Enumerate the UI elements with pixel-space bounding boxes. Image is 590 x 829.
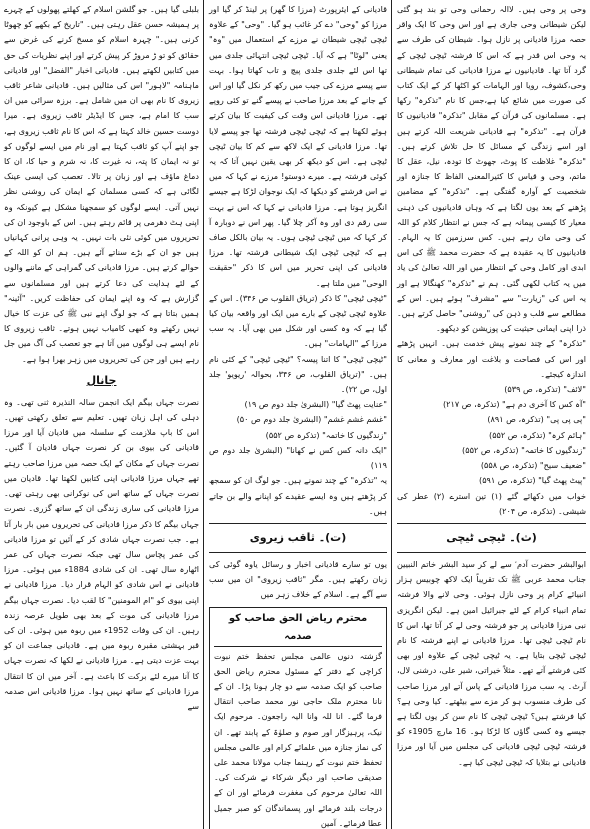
article-paragraph: "ٹیچی ٹیچی" کا ذکر (تریاق القلوب ص ۳۴۶)۔ اس کے علاوہ ٹیچی ٹیچی کے بارے میں ایک اور واقعہ بیان کیا گیا ہے کہ وہ کسی اور شکل میں بھی آیا۔ یہ سب مرزا کے "الہامات" ہیں۔ (209, 292, 387, 349)
left-column (0, 0, 203, 829)
column-rule (203, 0, 204, 829)
divider (397, 552, 586, 553)
quote-list (397, 382, 586, 519)
article-paragraph: یوں تو سارے قادیانی اخبار و رسائل یاوہ گوئی کی زبان رکھتے ہیں۔ مگر "ثاقب زیروی" ان میں سب سے آگے ہے۔ اسلام کے خلاف زہر میں (209, 558, 387, 600)
article-paragraph: "تذکرہ" کے چند نمونے پیش خدمت ہیں۔ انہیں پڑھئے اور اس کی فصاحت و بلاغت اور معارف و معانی کا اندازہ کیجئے۔ (397, 338, 586, 379)
section-heading (4, 371, 199, 391)
right-column (393, 0, 590, 829)
section-heading: (ث)۔ ٹیچی ٹیچی (446, 530, 537, 544)
condolence-text: گزشتہ دنوں عالمی مجلس تحفظ ختم نبوت کراچی کے دفتر کے مسئول محترم ریاض الحق صاحب کو ایک صدمہ سے دو چار ہونا پڑا۔ ان کے نانا محترم ملک حاجی نور محمد صاحب انتقال فرما گئے۔ انا للہ وانا الیہ راجعون۔ مرحوم ایک نیک، پرہیزگار اور صوم و صلوٰۃ کے پابند تھے۔ ان کی نماز جنازہ میں علمائے کرام اور عالمی مجلس تحفظ ختم نبوت کے رہنما جناب مولانا محمد علی صدیقی صاحب اور دیگر شرکاء نے شرکت کی۔ اللہ تعالیٰ مرحوم کی مغفرت فرمائے اور ان کے درجات بلند فرمائے اور پسماندگان کو صبر جمیل عطا فرمائے۔ آمین (214, 650, 382, 828)
quote-item: "لائف" (تذکرہ، ص ۵۳۹) (504, 384, 586, 395)
condolence-box (209, 607, 387, 829)
divider (209, 523, 387, 524)
section-heading-text: جانال (86, 373, 117, 387)
quote-item: "پی پی پی" (تذکرہ، ص ۸۹۱) (487, 414, 586, 425)
article-paragraph: یہ "تذکرہ" کے چند نمونے ہیں۔ جو لوگ ان کو سمجھ کر پڑھتے ہیں وہ ایسے عقیدے کو اپنانے والے بن جاتے ہیں۔ (209, 475, 387, 516)
quote-item: خواب میں دکھائے گئے (۱) تین استرے (۲) عطر کی شیشی۔ (تذکرہ، ص ۲۰۴) (397, 490, 586, 516)
section-heading: (ت)۔ ثاقب زیروی (249, 530, 347, 544)
quote-list (209, 397, 387, 473)
divider (209, 552, 387, 553)
middle-column (205, 0, 391, 829)
divider (397, 523, 586, 524)
article-paragraph: قادیانی کے ایئرپورٹ (مرزا کا گھر) پر لینڈ کر گیا اور مرزا کو "وحی" دے کر غائب ہو گیا۔ "وحی" کے علاوہ ٹیچی ٹیچی شیطان نے مرزے کے استعمال میں "وہ" یعنی "لوٹا" ہے کہ آیا۔ ٹیچی ٹیچی انتہائی جلدی میں تھا اس لئے جلدی جلدی پیچ و تاب کھاتا ہوا۔ بہت سے پیسے مرزے کی جیب میں رکھ کر نکل گیا اور اس کے جانے کے بعد مرزا صاحب نے پیسے گنے تو کئی روپے تھے۔ مرزا قادیانی اس وقت کی کیفیت کا بیان کرتے ہوئے لکھتا ہے کہ ٹیچی ٹیچی فرشتہ تھا جو پیسے لایا تھا۔ مرزا قادیانی کے ایک لاکھ سے کم کا بیان ٹیچی ٹیچی ہے۔ اس کو دیکھ کر بھی یقین نہیں آتا کہ یہ کوئی فرشتہ ہے۔ میرے دوستو! مرزے نے کہا کہ میں نے اس فرشتے کو دیکھا کہ ایک نوجوان لڑکا ہے جیسے انگریز ہوتا ہے۔ مرزا قادیانی نے کہا کہ اس نے بہت سی رقم دی اور وہ آکر چلا گیا۔ پھر اس نے دوبارہ آ کر کہا کہ میں ٹیچی ٹیچی ہوں۔ یہ بیان بالکل صاف ہے کہ ٹیچی ٹیچی ایک شیطانی فرشتہ تھا۔ مرزا قادیانی کی اپنی تحریر میں اس کا ذکر "حقیقت الوحی" میں ملتا ہے۔ (208, 4, 387, 288)
quote-item: "عنایت پھٹ گیا" (البشریٰ جلد دوم ص ۱۹) (244, 399, 387, 410)
article-paragraph: ابوالبشر حضرت آدم ؑ سے لے کر سید البشر خاتم النبیین جناب محمد عربی ﷺ تک تقریباً ایک لاکھ چوبیس ہزار انبیائے کرام پر وحی نازل ہوئی۔ وحی لانے والا فرشتہ تمام انبیاء کرام کے لئے جبرائیل امین ہے۔ لیکن انگریزی نبی مرزا قادیانی پر جو فرشتہ وحی لے کر آتا تھا، اس کا نام ٹیچی ٹیچی تھا۔ مرزا قادیانی نے اپنے فرشتہ کا نام ٹیچی ٹیچی بتایا ہے۔ یہ ٹیچی ٹیچی کے علاوہ اور بھی کئی فرشتے آتے تھے۔ مثلاً خیراتی، شیر علی، درشنی لال، آرٹ۔ یہ سب مرزا قادیانی کے پاس آتے اور مرزا صاحب کی طرف منسوب ہو کر مزے سے بیٹھتے۔ کیا وحی ہے؟ کیا فرشتے ہیں؟ ٹیچی ٹیچی کا نام سن کر یوں لگتا ہے جیسے وہ کسی گاؤں کا لڑکا ہو۔ 16 مارچ 1905ء کو فرشتہ ٹیچی ٹیچی قادیانی کی مجلس میں آیا اور مرزا قادیانی نے بتلایا کہ ٹیچی ٹیچی کیا ہے۔ (397, 558, 586, 767)
article-paragraph: وحی پر وحی ہیں۔ لاالہ رحمانی وحی تو بند ہو گئی لیکن شیطانی وحی جاری ہے اور اس وحی کا ایک واقر حصہ مرزا قادیانی پر نازل ہوا۔ شیطان کی طرف سے یہ وحی اس قدر ہے کہ اس کا فرشتہ ٹیچی ٹیچی کے گرد آتا تھا۔ قادیانیوں نے مرزا قادیانی کی تمام شیطانی وحی،کشوف، رویا اور الہامات کو اکٹھا کر کے ایک کتاب کی صورت میں شائع کیا ہے،جس کا نام "تذکرہ" رکھا ہے۔ مسلمانوں کی قرآن کے مقابل "تذکرہ" قادیانیوں کا قرآن ہے۔ "تذکرہ" ہے قادیانی شریعت اللہ کرتے ہیں اور اسے زندگی کے مسائل کا حل تلاش کرتے ہیں۔ "تذکرہ" غلاظت کا پوٹ، جھوٹ کا تودہ، نیل، عقل کا ماتم، وحی و قیاس کا کثیرالمعنی الفاظ کا جنازہ اور شخصیت کے آوارہ گفتگی ہے۔ "تذکرہ" کے مضامین پڑھنے کے بعد یوں لگتا ہے کہ وہاں قادیانیوں کی ذہنی معیار کا کیسی پیمانہ ہے کہ جس نے انتظار کلام کو اللہ کی وحی مان رہے ہیں۔ کس سرزمین کا یہ الہام۔ قادیانیوں کا یہ عقیدہ ہے کہ حضرت محمد ﷺ کی اس ابدی اور کامل وحی کے انتظار میں اور اللہ تعالیٰ کی یاد میں یہ کتاب لکھی گئی۔ ہم نے "تذکرہ" کھنگالا ہے اور یہ اس کی "زیارت" سے "مشرف" ہوئے ہیں۔ اس کے مطالعے سے قلب و ذہن کی "روشنی" حاصل کرتے ہیں۔ ذرا اپنی ایمانی حیثیت کی پوزیشن کو دیکھو۔ (397, 4, 586, 334)
quote-item: "ایک دانہ کس کس نے کھانا" (البشریٰ جلد دوم ص ۱۱۹) (209, 444, 387, 471)
quote-item: "آہ کس کا آخری دم ہے" (تذکرہ، ص ۲۱۷) (443, 399, 586, 410)
quote-item: "زندگیوں کا خاتمہ" (تذکرہ، ص ۵۵۲) (462, 444, 586, 455)
column-rule (391, 0, 392, 829)
quote-item: "ضعیف سیح" (تذکرہ، ص ۵۵۸) (480, 460, 586, 471)
article-paragraph: بلبلی گیا ہیں۔ جو گلشن اسلام کے کھلتے پھولوں کے چہرے پر ہمیشہ حسن عقل رہتی ہیں۔ "تاریخ کے بکھے کو چھوٹا کرنی ہیں۔" چہرہ اسلام کو مسخ کرنے کی غرض سے حقائق کو تو ڑ مروڑ کر پیش کرتے اور اپنے نظریات کی حق میں کتابیں لکھتے ہیں۔ قادیانی اخبار "الفضل" اور قادیانی ماہنامہ "لاہور" اس کی مثالیں ہیں۔ قادیانی شاعر ثاقب زیروی کا نام بھی ان میں شامل ہے۔ برزہ سرائی میں ان سب کا امام ہے، جس کا ایڈیٹر ثاقب زیروی ہے۔ میرا دوست حسین خالد کہتا ہے کہ اس کا نام ثاقب زیروی ہے، جو اپنے آپ کو ثاقب کہتا ہے اور نام میں ایسے لوگوں کو تو نہ ایمان کا پتہ، نہ غیرت کا، نہ شرم و حیا کا، ان کا دماغ ماؤف ہے اور زبان پر تالا۔ تعصب کی ایسی عینک لگائی ہے کہ کسی مسلمان کے ایمان کی روشنی نظر نہیں آتی۔ ایسے لوگوں کو سمجھنا مشکل ہے کیونکہ وہ اپنی ہٹ دھرمی پر قائم رہتے ہیں۔ اس کے باوجود ان کی تحریروں میں کوئی نئی بات نہیں۔ یہ وہی پرانی کہانیاں ہیں جو ان کے بڑے سناتے آئے ہیں۔ ہم ان کو اللہ کے حوالے کرتے ہیں۔ مرزا قادیانی کی گمراہی کے ماننے والوں کے لئے ہدایت کی دعا کرتے ہیں اور مسلمانوں سے گزارش ہے کہ وہ اپنے ایمان کی حفاظت کریں۔ "آئینہ" ہمیں بتاتا ہے کہ جو لوگ اپنے نبی ﷺ کی عزت کا خیال نہیں رکھتے وہ کبھی کامیاب نہیں ہوتے۔ ثاقب زیروی کا نام ایسے ہی لوگوں میں آتا ہے جو تعصب کی آگ میں جل رہے ہیں اور جن کی تحریروں میں زہر بھرا ہوا ہے۔ (4, 4, 199, 364)
article-paragraph: نصرت جہاں بیگم ایک انجمن سالہ النذیرہ ثنی تھی۔ وہ دہلی کی اہل زبان تھیں۔ تعلیم سے تعلق رکھتی تھیں۔ اس کا باپ ملازمت کے سلسلہ میں قادیان آیا اور مرزا قادیانی کی بیوی بن کر نصرت جہاں قادیان آ گئیں۔ نصرت جہاں کے مکان کے ایک حصہ میں مرزا صاحب رہتے تھے جہاں مرزا قادیانی اپنی کتابیں لکھتا تھا۔ قادیان میں نصرت جہاں کے ساتھ اس کی نوکرانی بھی رہتی تھی۔ مرزا قادیانی کی ساری زندگی ان کے ساتھ گزری۔ نصرت جہاں بیگم کا ذکر مرزا قادیانی کی تحریروں میں بار بار آتا ہے۔ جب نصرت جہاں شادی کر کے آئیں تو مرزا قادیانی کی عمر پچاس سال تھی جبکہ نصرت جہاں کی عمر اٹھارہ سال تھی۔ ان کی شادی 1884ء میں ہوئی۔ مرزا قادیانی نے اس شادی کو الہام قرار دیا۔ مرزا قادیانی نے اپنی بیوی کو "ام المومنین" کا لقب دیا۔ نصرت جہاں بیگم مرزا قادیانی کی موت کے بعد بھی طویل عرصہ زندہ رہیں۔ ان کی وفات 1952ء میں ربوہ میں ہوئی۔ ان کی قبر بہشتی مقبرہ ربوہ میں ہے۔ قادیانی جماعت ان کو بہت عزت دیتی ہے۔ مرزا قادیانی نے لکھا کہ نصرت جہاں کا آنا میرے لئے برکت کا باعث ہے۔ آخر میں ان کا انتقال مرزا قادیانی کے ساتھ نہیں ہوا۔ مرزا قادیانی اس صدمہ سے (4, 396, 199, 711)
condolence-title: محترم ریاض الحق صاحب کو صدمہ (214, 610, 382, 647)
article-paragraph: "ٹیچی ٹیچی" کا اتنا پیسہ؟ "ٹیچی ٹیچی" کے کئی نام ہیں۔ "(تریاق القلوب، ص ۳۴۶، بحوالہ 'ریویو' جلد اول، ص ۲۲)۔ (209, 353, 387, 395)
quote-item: "زندگیوں کا خاتمہ" (تذکرہ ص ۵۵۲) (265, 429, 387, 440)
quote-item: "پیٹ پھٹ گیا" (تذکرہ، ص ۵۹۱) (479, 475, 586, 486)
quote-item: "ہائم کرہ" (تذکرہ، ص ۵۵۲) (489, 429, 586, 440)
quote-item: "غشم غشم غشم" (البشریٰ جلد دوم ص ۵۰) (236, 414, 387, 425)
